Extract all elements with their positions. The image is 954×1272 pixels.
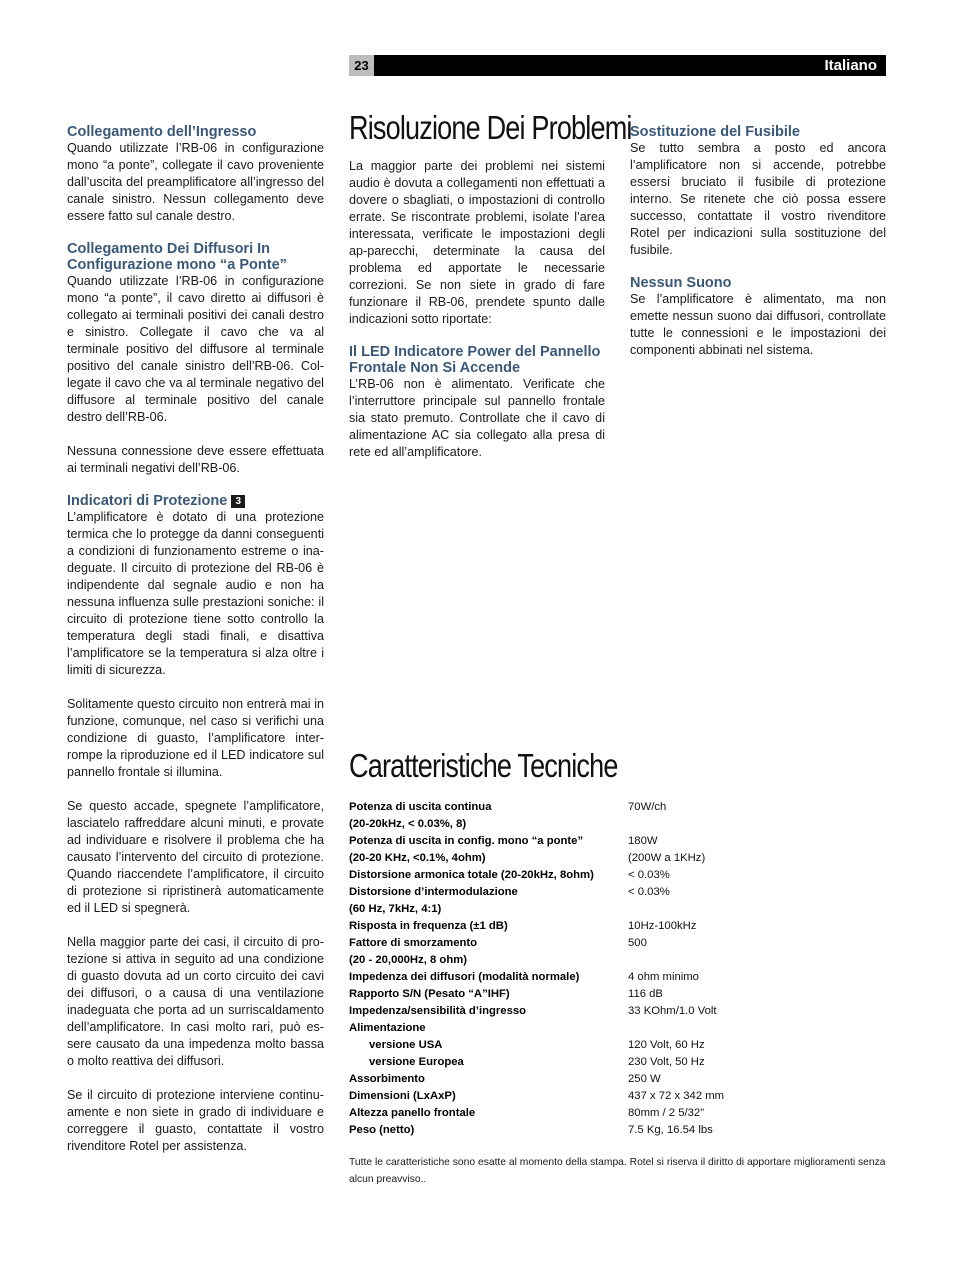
section-title-input: Collegamento dell’Ingresso (67, 124, 257, 140)
troubleshooting-title: Risoluzione Dei Problemi (349, 109, 632, 146)
spec-label: (20 - 20,000Hz, 8 ohm) (349, 954, 468, 966)
spec-label: (20-20kHz, < 0.03%, 8) (349, 818, 467, 830)
paragraph: Se tutto sembra a posto ed ancora l’amplificatore non si accende, potrebbe essersi bruciato il fusibile di protezione interno. Se ritenete che ciò possa essere successo, contattate il vostro rivenditore Rotel per indicazioni sulla sostituzione del fusibile. (630, 141, 886, 257)
language-header: Italiano (374, 55, 886, 76)
section-title-led: Il LED Indicatore Power del Pannello Frontale Non Si Accende (349, 344, 601, 376)
spec-label: Potenza di uscita in config. mono “a ponte” (349, 835, 584, 847)
spec-value: 116 dB (628, 988, 663, 1000)
spec-row (349, 969, 889, 986)
spec-row (349, 986, 889, 1003)
page-number: 23 (349, 55, 374, 76)
spec-row (349, 816, 889, 833)
spec-label: (60 Hz, 7kHz, 4:1) (349, 903, 442, 915)
spec-value: 437 x 72 x 342 mm (628, 1090, 725, 1102)
paragraph: L’amplificatore è dotato di una protezione termica che lo protegge da danni conseguenti a condizioni di funzionamento estreme o ina-deguate. Il circuito di protezione del RB-06 è indipendente dal segnale audio e non ha nessuna influenza sulle prestazioni soniche: il circuito di protezione tiene sotto controllo la temperatura degli stadi finali, e disattiva l’amplificatore se la temperatura si alza oltre i limiti di sicurezza. (67, 510, 324, 677)
spec-row (349, 1071, 889, 1088)
spec-value: < 0.03% (628, 869, 670, 881)
spec-row (349, 901, 889, 918)
spec-label: Potenza di uscita continua (349, 801, 492, 813)
spec-value: 500 (628, 937, 647, 949)
spec-row (349, 1122, 889, 1139)
spec-label: Peso (netto) (349, 1124, 415, 1136)
spec-row (349, 850, 889, 867)
spec-row (349, 918, 889, 935)
section-title-fuse: Sostituzione del Fusibile (630, 124, 800, 140)
spec-row (349, 1037, 889, 1054)
specs-table (349, 799, 889, 1139)
section-title-speakers: Collegamento Dei Diffusori In Configurazione mono “a Ponte” (67, 241, 287, 273)
spec-label: versione Europea (369, 1056, 464, 1068)
section-title-text: Indicatori di Protezione (67, 493, 228, 509)
left-column (67, 124, 324, 1171)
spec-row (349, 799, 889, 816)
spec-row (349, 884, 889, 901)
spec-label: (20-20 KHz, <0.1%, 4ohm) (349, 852, 486, 864)
spec-value (628, 816, 889, 833)
spec-row (349, 952, 889, 969)
specs-title: Caratteristiche Tecniche (349, 747, 618, 784)
spec-row (349, 1088, 889, 1105)
spec-value: 120 Volt, 60 Hz (628, 1039, 705, 1051)
spec-value: 7.5 Kg, 16.54 lbs (628, 1124, 713, 1136)
right-column (630, 124, 886, 375)
paragraph: Quando utilizzate l’RB-06 in configurazione mono “a ponte”, il cavo diretto ai diffusori è collegato ai terminali positivi dei canali destro e sinistro. Collegate il cavo che va al terminale positivo del diffusore al terminale positivo del canale sinistro dell’RB-06. Col-legate il cavo che va al terminale negativo del diffusore al terminale positivo del canale destro dell’RB-06. (67, 274, 324, 424)
spec-value: 33 KOhm/1.0 Volt (628, 1005, 717, 1017)
paragraph: Nessuna connessione deve essere effettuata ai terminali negativi dell’RB-06. (67, 444, 324, 475)
spec-row (349, 935, 889, 952)
spec-row (349, 1020, 889, 1037)
spec-value: < 0.03% (628, 886, 670, 898)
spec-value: 180W (628, 835, 658, 847)
spec-label: Risposta in frequenza (±1 dB) (349, 920, 508, 932)
spec-label: Impedenza dei diffusori (modalità normale) (349, 971, 580, 983)
paragraph: Se questo accade, spegnete l’amplificatore, lasciatelo raffreddare alcuni minuti, e provate ad individuare e risolvere il problema che ha causato l’intervento del circuito di protezione. Quando riaccendete l’amplificatore, il circuito di protezione si ripristinerà automaticamente ed il LED si spegnerà. (67, 799, 324, 915)
spec-value: 10Hz-100kHz (628, 920, 697, 932)
spec-label: Impedenza/sensibilità d’ingresso (349, 1005, 527, 1017)
spec-value: 250 W (628, 1073, 661, 1085)
spec-label: Distorsione armonica totale (20-20kHz, 8ohm) (349, 869, 594, 881)
paragraph: Nella maggior parte dei casi, il circuito di pro-tezione si attiva in seguito ad una condizione di guasto dovuta ad un corto circuito dei cavi dei diffusori, o a causa di una ventilazione inadeguata che porta ad un surriscaldamento dell’amplificatore. In casi molto rari, può es-sere causato da una impedenza molto bassa o molto reattiva dei diffusori. (67, 935, 324, 1068)
spec-row (349, 1054, 889, 1071)
spec-label: Distorsione d’intermodulazione (349, 886, 518, 898)
paragraph: La maggior parte dei problemi nei sistemi audio è dovuta a collegamenti non effettuati a dovere o sbagliati, o impostazioni di controllo errate. Se riscontrate problemi, isolate l’area interessata, verificate le impostazioni degli ap-parecchi, determinate la causa del problema ed apportate le necessarie correzioni. Se non siete in grado di fare funzionare il RB-06, prendete spunto dalle indicazioni sotto riportate: (349, 159, 605, 326)
spec-value (628, 901, 889, 918)
spec-value: 70W/ch (628, 801, 667, 813)
paragraph: Solitamente questo circuito non entrerà mai in funzione, comunque, nel caso si verifichi una condizione di guasto, l’amplificatore inter-rompe la riproduzione ed il LED indicatore sul pannello frontale si illumina. (67, 697, 324, 779)
spec-value: 80mm / 2 5/32” (628, 1107, 704, 1119)
spec-label: Altezza panello frontale (349, 1107, 476, 1119)
spec-row (349, 833, 889, 850)
spec-label: Rapporto S/N (Pesato “A”IHF) (349, 988, 510, 1000)
figure-ref-badge: 3 (231, 495, 245, 508)
spec-label: Alimentazione (349, 1022, 426, 1034)
section-title-protection (67, 493, 324, 509)
section-title-no-sound: Nessun Suono (630, 275, 732, 291)
spec-label: versione USA (369, 1039, 443, 1051)
specs-footnote: Tutte le caratteristiche sono esatte al momento della stampa. Rotel si riserva il diritto di apportare miglioramenti senza alcun preavviso.. (349, 1157, 886, 1185)
spec-value: (200W a 1KHz) (628, 852, 706, 864)
paragraph: L’RB-06 non è alimentato. Verificate che l’interruttore principale sul pannello frontale sia stato premuto. Controllate che il cavo di alimentazione AC sia collegato alla presa di rete ed all’amplificatore. (349, 377, 605, 459)
paragraph: Quando utilizzate l’RB-06 in configurazione mono “a ponte”, collegate il cavo proveniente dall’uscita del preamplificatore all’ingresso del canale sinistro. Nessun collegamento deve essere fatto sul canale destro. (67, 141, 324, 223)
spec-row (349, 1003, 889, 1020)
spec-label: Fattore di smorzamento (349, 937, 478, 949)
spec-label: Assorbimento (349, 1073, 425, 1085)
middle-column (349, 108, 632, 477)
paragraph: Se l’amplificatore è alimentato, ma non emette nessun suono dai diffusori, controllate tutte le connessioni e le impostazioni dei componenti abbinati nel sistema. (630, 292, 886, 357)
paragraph: Se il circuito di protezione interviene continu-amente e non siete in grado di individuare e correggere il guasto, contattate il vostro rivenditore Rotel per assistenza. (67, 1088, 324, 1153)
spec-value (628, 1020, 889, 1037)
spec-value (628, 952, 889, 969)
spec-value: 230 Volt, 50 Hz (628, 1056, 705, 1068)
spec-row (349, 1105, 889, 1122)
spec-value: 4 ohm minimo (628, 971, 699, 983)
spec-label: Dimensioni (LxAxP) (349, 1090, 456, 1102)
spec-row (349, 867, 889, 884)
